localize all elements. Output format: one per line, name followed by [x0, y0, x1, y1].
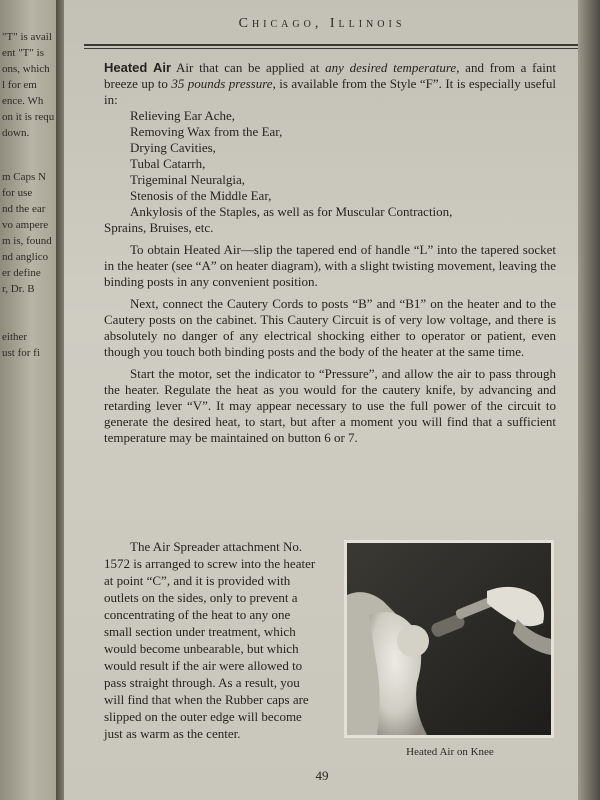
facing-page-text-fragment: on it is requ	[2, 111, 55, 123]
page-body	[104, 60, 556, 452]
header-rule	[84, 44, 580, 46]
facing-page-text-fragment: vo ampere	[2, 219, 49, 231]
header-rule-thin	[84, 48, 580, 49]
paragraph-cautery-cords: Next, connect the Cautery Cords to posts “B” and “B1” on the heater and to the Cautery posts on the cabinet. This Cautery Circuit is of very low voltage, and there is absolutely no danger of any electrical shocking either to operator or patient, even though you touch both binding posts and the body of the heater at the same time.	[104, 296, 556, 359]
facing-page-text-fragment: nd anglico	[2, 251, 49, 263]
intro-text-1: Air that can be applied at	[171, 60, 326, 75]
facing-page-text-fragment: er define	[2, 267, 41, 279]
spreader-text-column	[104, 538, 320, 742]
paragraph-air-spreader: The Air Spreader attachment No. 1572 is arranged to screw into the heater at point “C”, and it is provided with outlets on the sides, only to prevent a concentrating of the heat to any one small section under treatment, which would become unbearable, but which would result if the air were allowed to pass straight through. As a result, you will find that when the Rubber caps are slipped on the outer edge will become just as warm as the center.	[104, 539, 316, 741]
facing-page-text-fragment: down.	[2, 127, 30, 139]
list-item: Drying Cavities,	[130, 140, 216, 155]
list-item: Relieving Ear Ache,	[130, 108, 236, 123]
figure	[344, 540, 556, 766]
uses-list	[104, 108, 556, 220]
intro-paragraph	[104, 60, 556, 108]
facing-page-text-fragment: ent "T" is	[2, 47, 44, 59]
list-item: Ankylosis of the Staples, as well as for Muscular Contraction,	[130, 204, 453, 219]
paragraph-start-motor: Start the motor, set the indicator to “Pressure”, and allow the air to pass through the heater. Regulate the heat as you would for the cautery knife, by advancing and retarding lever “V”. It may appear necessary to use the full power of the circuit to generate the desired heat, to start, but after a moment you will find that a sufficient temperature may be maintained on button 6 or 7.	[104, 366, 556, 445]
section-heading: Heated Air	[104, 60, 172, 75]
knee-photo	[344, 540, 554, 738]
facing-page-text-fragment: l for em	[2, 79, 37, 91]
facing-page-text-fragment: ust for fi	[2, 347, 40, 359]
intro-text-3: is available from the Style “F”. It is especially useful in:	[104, 76, 556, 107]
facing-page-text-fragment: for use	[2, 187, 33, 199]
uses-continuation: Sprains, Bruises, etc.	[104, 220, 214, 235]
intro-emphasis-1: any desired temperature,	[325, 60, 460, 75]
intro-text-2: and from a faint breeze up to	[104, 60, 556, 91]
running-head: Chicago, Illinois	[238, 16, 406, 31]
figure-caption: Heated Air on Knee	[406, 746, 494, 758]
facing-page-text-fragment: nd the ear	[2, 203, 46, 215]
book-cover-edge	[578, 0, 600, 800]
facing-page-text-fragment: ence. Wh	[2, 95, 44, 107]
facing-page-text-fragment: m is, found	[2, 235, 52, 247]
facing-page-text-fragment: m Caps N	[2, 171, 46, 183]
list-item: Trigeminal Neuralgia,	[130, 172, 246, 187]
book-page	[64, 0, 580, 800]
facing-page-text-fragment: r, Dr. B	[2, 283, 35, 295]
facing-page-edge	[0, 0, 58, 800]
facing-page-text-fragment: either	[2, 331, 28, 343]
paragraph-heated-air-steps: To obtain Heated Air—slip the tapered end of handle “L” into the tapered socket in the heater (see “A” on heater diagram), with a slight twisting movement, leaving the binding posts in any convenient position.	[104, 242, 556, 289]
knee-treatment-illustration	[347, 543, 551, 735]
list-item: Removing Wax from the Ear,	[130, 124, 283, 139]
lower-section	[104, 538, 556, 768]
list-item: Tubal Catarrh,	[130, 156, 206, 171]
page-number: 49	[315, 768, 329, 783]
facing-page-text-fragment: ons, which	[2, 63, 50, 75]
list-item: Stenosis of the Middle Ear,	[130, 188, 272, 203]
intro-emphasis-2: 35 pounds pressure,	[171, 76, 276, 91]
facing-page-text-fragment: "T" is avail	[2, 31, 52, 43]
